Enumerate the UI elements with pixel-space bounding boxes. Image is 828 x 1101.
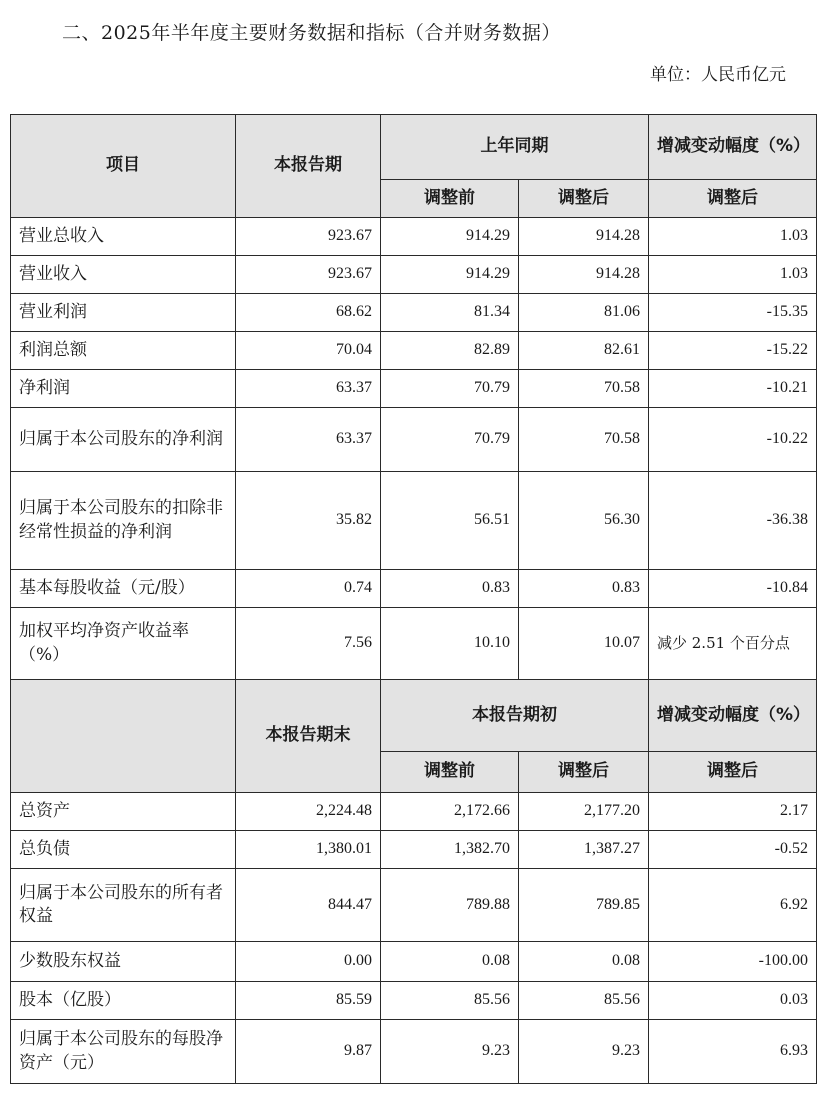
current-value: 0.00 [236, 942, 381, 982]
table-row [11, 472, 817, 570]
change-value: -0.52 [649, 831, 817, 869]
row-label: 基本每股收益（元/股） [11, 570, 236, 608]
table-row [11, 1020, 817, 1084]
change-value: -10.21 [649, 370, 817, 408]
current-value: 2,224.48 [236, 793, 381, 831]
after-adjustment-value: 56.30 [519, 472, 649, 570]
table-row [11, 570, 817, 608]
table-row [11, 608, 817, 680]
current-value: 63.37 [236, 408, 381, 472]
current-value: 35.82 [236, 472, 381, 570]
change-value: -15.35 [649, 294, 817, 332]
change-value: -100.00 [649, 942, 817, 982]
table-row [11, 942, 817, 982]
change-value: 减少 2.51 个百分点 [649, 608, 817, 680]
change-value: -10.22 [649, 408, 817, 472]
table-row [11, 294, 817, 332]
change-value: -15.22 [649, 332, 817, 370]
before-adjustment-value: 914.29 [381, 256, 519, 294]
after-adjustment-value: 789.85 [519, 869, 649, 942]
current-value: 9.87 [236, 1020, 381, 1084]
table-row [11, 332, 817, 370]
header-period-end: 本报告期末 [236, 680, 381, 793]
change-value: 1.03 [649, 256, 817, 294]
table-row [11, 218, 817, 256]
document-title: 二、2025年半年度主要财务数据和指标（合并财务数据） [62, 22, 561, 44]
table-row [11, 256, 817, 294]
before-adjustment-value: 2,172.66 [381, 793, 519, 831]
table-row [11, 793, 817, 831]
row-label: 总资产 [11, 793, 236, 831]
row-label: 营业收入 [11, 256, 236, 294]
change-value: 0.03 [649, 982, 817, 1020]
header-after-adjustment: 调整后 [519, 752, 649, 793]
row-label: 归属于本公司股东的扣除非经常性损益的净利润 [11, 472, 236, 570]
after-adjustment-value: 82.61 [519, 332, 649, 370]
after-adjustment-value: 1,387.27 [519, 831, 649, 869]
before-adjustment-value: 56.51 [381, 472, 519, 570]
row-label: 总负债 [11, 831, 236, 869]
change-value: 6.93 [649, 1020, 817, 1084]
row-label: 归属于本公司股东的净利润 [11, 408, 236, 472]
row-label: 少数股东权益 [11, 942, 236, 982]
before-adjustment-value: 82.89 [381, 332, 519, 370]
row-label: 营业利润 [11, 294, 236, 332]
after-adjustment-value: 2,177.20 [519, 793, 649, 831]
table-row [11, 831, 817, 869]
row-label: 营业总收入 [11, 218, 236, 256]
before-adjustment-value: 85.56 [381, 982, 519, 1020]
after-adjustment-value: 9.23 [519, 1020, 649, 1084]
row-label: 归属于本公司股东的所有者权益 [11, 869, 236, 942]
current-value: 7.56 [236, 608, 381, 680]
header-change-after-adjustment: 调整后 [649, 180, 817, 218]
current-value: 70.04 [236, 332, 381, 370]
section2-header-row [11, 680, 817, 752]
current-value: 63.37 [236, 370, 381, 408]
header-blank-cell [11, 680, 236, 793]
header-after-adjustment: 调整后 [519, 180, 649, 218]
before-adjustment-value: 0.08 [381, 942, 519, 982]
after-adjustment-value: 0.83 [519, 570, 649, 608]
current-value: 0.74 [236, 570, 381, 608]
before-adjustment-value: 914.29 [381, 218, 519, 256]
after-adjustment-value: 10.07 [519, 608, 649, 680]
header-current-period: 本报告期 [236, 115, 381, 218]
before-adjustment-value: 9.23 [381, 1020, 519, 1084]
row-label: 净利润 [11, 370, 236, 408]
header-period-start: 本报告期初 [381, 680, 649, 752]
header-change-rate: 增减变动幅度（%） [649, 115, 817, 180]
row-label: 加权平均净资产收益率（%） [11, 608, 236, 680]
header-change-after-adjustment: 调整后 [649, 752, 817, 793]
before-adjustment-value: 1,382.70 [381, 831, 519, 869]
before-adjustment-value: 10.10 [381, 608, 519, 680]
before-adjustment-value: 789.88 [381, 869, 519, 942]
table-row [11, 869, 817, 942]
before-adjustment-value: 70.79 [381, 370, 519, 408]
before-adjustment-value: 0.83 [381, 570, 519, 608]
after-adjustment-value: 70.58 [519, 370, 649, 408]
current-value: 68.62 [236, 294, 381, 332]
after-adjustment-value: 85.56 [519, 982, 649, 1020]
section1-header-row [11, 115, 817, 180]
change-value: -36.38 [649, 472, 817, 570]
header-item: 项目 [11, 115, 236, 218]
change-value: -10.84 [649, 570, 817, 608]
financial-data-table [10, 114, 817, 1084]
change-value: 2.17 [649, 793, 817, 831]
row-label: 股本（亿股） [11, 982, 236, 1020]
current-value: 923.67 [236, 256, 381, 294]
after-adjustment-value: 914.28 [519, 256, 649, 294]
change-value: 6.92 [649, 869, 817, 942]
after-adjustment-value: 914.28 [519, 218, 649, 256]
row-label: 利润总额 [11, 332, 236, 370]
table-row [11, 982, 817, 1020]
row-label: 归属于本公司股东的每股净资产（元） [11, 1020, 236, 1084]
after-adjustment-value: 0.08 [519, 942, 649, 982]
header-prior-period: 上年同期 [381, 115, 649, 180]
before-adjustment-value: 81.34 [381, 294, 519, 332]
unit-label: 单位：人民币亿元 [650, 65, 786, 85]
header-before-adjustment: 调整前 [381, 752, 519, 793]
header-before-adjustment: 调整前 [381, 180, 519, 218]
current-value: 923.67 [236, 218, 381, 256]
table-row [11, 408, 817, 472]
current-value: 85.59 [236, 982, 381, 1020]
before-adjustment-value: 70.79 [381, 408, 519, 472]
after-adjustment-value: 81.06 [519, 294, 649, 332]
header-change-rate: 增减变动幅度（%） [649, 680, 817, 752]
current-value: 844.47 [236, 869, 381, 942]
after-adjustment-value: 70.58 [519, 408, 649, 472]
change-value: 1.03 [649, 218, 817, 256]
table-row [11, 370, 817, 408]
current-value: 1,380.01 [236, 831, 381, 869]
